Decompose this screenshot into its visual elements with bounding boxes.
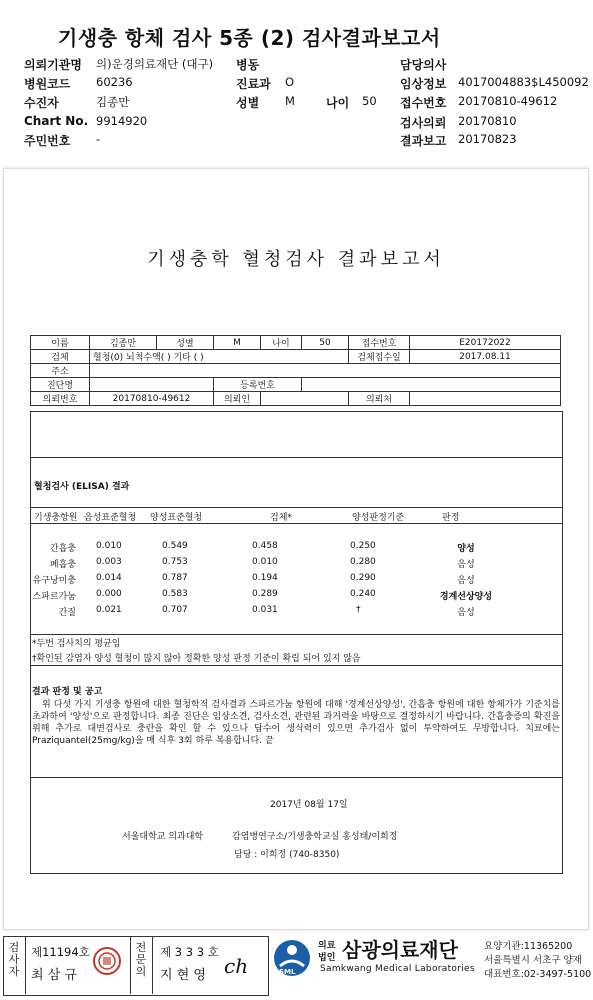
elisa-cell-pos: 0.787: [162, 573, 188, 583]
dept-value: O: [285, 75, 295, 89]
elisa-cell-result: 음성: [457, 560, 475, 570]
age-label: 나이: [326, 96, 350, 110]
info-request-no-value: 20170810-49612: [90, 392, 214, 406]
col-antigen: 기생충항원: [34, 513, 78, 523]
info-receipt-value: E20172022: [410, 336, 561, 350]
elisa-cell-antigen: 간질: [58, 608, 76, 618]
info-receipt-label: 접수번호: [349, 336, 410, 350]
requester-label: 의뢰기관명: [24, 58, 82, 72]
reviewer-signature: ch: [224, 954, 249, 978]
info-age-value: 50: [302, 336, 349, 350]
elisa-title: 혈청검사 (ELISA) 결과: [34, 482, 130, 492]
org-info-address: 서울특별시 서초구 양재: [484, 955, 582, 966]
elisa-columns-divider: [30, 523, 562, 524]
elisa-cell-cutoff: 0.240: [350, 589, 376, 599]
reviewer-vertical-label: 전문의: [135, 941, 147, 978]
request-date-value: 20170810: [458, 114, 517, 128]
info-registration-label: 등록번호: [214, 378, 302, 392]
report-date-label: 결과보고: [400, 134, 447, 148]
sex-value: M: [285, 94, 295, 108]
info-age-label: 나이: [261, 336, 302, 350]
elisa-cell-sample: 0.458: [252, 541, 278, 551]
org-prefix-top: 의료: [318, 941, 336, 951]
elisa-cell-pos: 0.583: [162, 589, 188, 599]
col-negative: 음성표준혈청: [84, 513, 137, 523]
org-english-name: Samkwang Medical Laboratories: [320, 964, 475, 974]
scanned-report-sheet: [3, 168, 589, 930]
age-value: 50: [362, 94, 377, 108]
inspector-license: 제11194호: [31, 945, 90, 959]
sex-label: 성별: [236, 96, 260, 110]
chart-label: Chart No.: [24, 114, 89, 128]
info-sex-value: M: [214, 336, 261, 350]
info-request-no-label: 의뢰번호: [31, 392, 90, 406]
elisa-cell-sample: 0.031: [252, 605, 278, 615]
elisa-cell-antigen: 폐흡충: [49, 560, 76, 570]
blank-box: [30, 411, 563, 458]
org-info-phone: 대표번호:02-3497-5100: [484, 969, 592, 980]
sheet-title: 기생충학 혈청검사 결과보고서: [147, 249, 445, 270]
info-name-value: 김종만: [90, 336, 157, 350]
middle-divider: [130, 936, 131, 994]
signature-institute: 감염병연구소/기생충학교실 홍성태/이희정: [232, 832, 398, 842]
report-date-value: 20170823: [458, 132, 517, 146]
elisa-cell-neg: 0.000: [96, 589, 122, 599]
elisa-cell-neg: 0.014: [96, 573, 122, 583]
info-diagnosis-label: 진단명: [31, 378, 90, 392]
receipt-value: 20170810-49612: [458, 94, 558, 108]
info-sex-label: 성별: [157, 336, 214, 350]
col-result: 판정: [442, 513, 460, 523]
judgement-text: 위 다섯 가지 기생충 항원에 대한 혈청학적 검사결과 스파르가눔 항원에 대해 '경계선상양성', 간흡충 항원에 대한 항체가가 기준치를 초과하여 '양성'으로 판정합니다. 최종 진단은 임상소견, 검사소견, 관련된 과거력을 바탕으로 결정하시기 바랍니다. 간흡충증의 확진을 위해 추가로 대변검사로 충란을 확인 할 수 있으나 답수어 생식력이 있으면 추가검사 없이 투약하여도 무방합니다. 치료에는 Praziquantel(25mg/kg)을 매 식후 3회 하루 복용합니다. 끝: [32, 700, 560, 746]
signature-contact: 담당 : 이희정 (740-8350): [234, 850, 340, 860]
inspector-divider: [25, 936, 26, 994]
patient-value: 김종만: [96, 95, 130, 109]
hospital-code-label: 병원코드: [24, 77, 71, 91]
request-date-label: 검사의뢰: [400, 116, 447, 130]
sml-logo-text: SML: [279, 968, 296, 976]
org-info-code: 요양기관:11365200: [484, 941, 573, 952]
elisa-cell-result: 경계선상양성: [439, 592, 493, 602]
receipt-label: 접수번호: [400, 96, 447, 110]
elisa-cell-sample: 0.289: [252, 589, 278, 599]
col-sample: 검체*: [270, 513, 292, 523]
footer: [0, 932, 593, 1000]
elisa-header-divider: [30, 507, 562, 508]
elisa-cell-antigen: 유구낭미충: [32, 576, 76, 586]
note-cutoff: †확인된 감염자 양성 혈청이 많지 않아 정확한 양성 판정 기준이 확립 되어 있지 않음: [32, 654, 361, 664]
info-specimen-date-value: 2017.08.11: [410, 350, 561, 364]
note-average: *두번 검사치의 평균임: [32, 639, 121, 649]
info-specimen-label: 검체: [31, 350, 90, 364]
judgement-title: 결과 판정 및 공고: [32, 687, 103, 697]
info-requester-label: 의뢰인: [214, 392, 261, 406]
hospital-code-value: 60236: [96, 75, 133, 89]
elisa-cell-cutoff: 0.250: [350, 541, 376, 551]
elisa-cell-antigen: 간흡충: [49, 544, 76, 554]
info-requester-value: [261, 392, 349, 406]
elisa-cell-sample: 0.010: [252, 557, 278, 567]
col-cutoff: 양성판정기준: [352, 513, 405, 523]
elisa-cell-cutoff: 0.290: [350, 573, 376, 583]
info-specimen-value: 혈청(0) 뇌척수액( ) 기타 ( ): [90, 350, 349, 364]
elisa-cell-result: 음성: [457, 608, 475, 618]
info-requester-org-label: 의뢰처: [349, 392, 410, 406]
reviewer-license: 제 3 3 3 호: [160, 945, 219, 959]
col-positive: 양성표준혈청: [150, 513, 203, 523]
report-date: 2017년 08월 17일: [270, 800, 348, 810]
report-title: 기생충 항체 검사 5종 (2) 검사결과보고서: [58, 26, 441, 50]
id-label: 주민번호: [24, 134, 71, 148]
info-name-label: 이름: [31, 336, 90, 350]
elisa-cell-sample: 0.194: [252, 573, 278, 583]
info-registration-value: [302, 378, 561, 392]
elisa-cell-pos: 0.707: [162, 605, 188, 615]
chart-value: 9914920: [96, 114, 148, 128]
inspector-vertical-label: 검사자: [8, 941, 20, 978]
clinical-label: 임상정보: [400, 77, 447, 91]
signature-school: 서울대학교 의과대학: [122, 832, 204, 842]
seal-icon: [92, 946, 122, 976]
org-prefix-bottom: 법인: [318, 953, 336, 963]
elisa-cell-neg: 0.021: [96, 605, 122, 615]
doctor-label: 담당의사: [400, 58, 447, 72]
inspector-name: 최 삼 규: [31, 968, 77, 983]
elisa-cell-antigen: 스파르가눔: [32, 592, 76, 602]
patient-label: 수진자: [24, 96, 59, 110]
elisa-cell-result: 양성: [457, 544, 475, 554]
reviewer-name: 지 현 영: [160, 968, 206, 983]
info-diagnosis-value: [90, 378, 214, 392]
info-address-label: 주소: [31, 364, 90, 378]
clinical-value: 4017004883$L450092: [458, 75, 589, 89]
elisa-cell-result: 음성: [457, 576, 475, 586]
elisa-cell-pos: 0.753: [162, 557, 188, 567]
requester-value: 의)운경의료재단 (대구): [96, 57, 214, 71]
elisa-cell-pos: 0.549: [162, 541, 188, 551]
ward-label: 병동: [236, 58, 260, 72]
elisa-cell-cutoff: 0.280: [350, 557, 376, 567]
patient-info-table: [30, 335, 561, 406]
info-requester-org-value: [410, 392, 561, 406]
info-address-value: [90, 364, 561, 378]
elisa-cell-neg: 0.010: [96, 541, 122, 551]
dept-label: 진료과: [236, 77, 271, 91]
elisa-cell-cutoff: †: [356, 605, 361, 615]
elisa-cell-neg: 0.003: [96, 557, 122, 567]
id-value: -: [96, 132, 101, 146]
org-name: 삼광의료재단: [342, 938, 458, 962]
reviewer-divider: [152, 936, 153, 994]
info-specimen-date-label: 검체접수일: [349, 350, 410, 364]
